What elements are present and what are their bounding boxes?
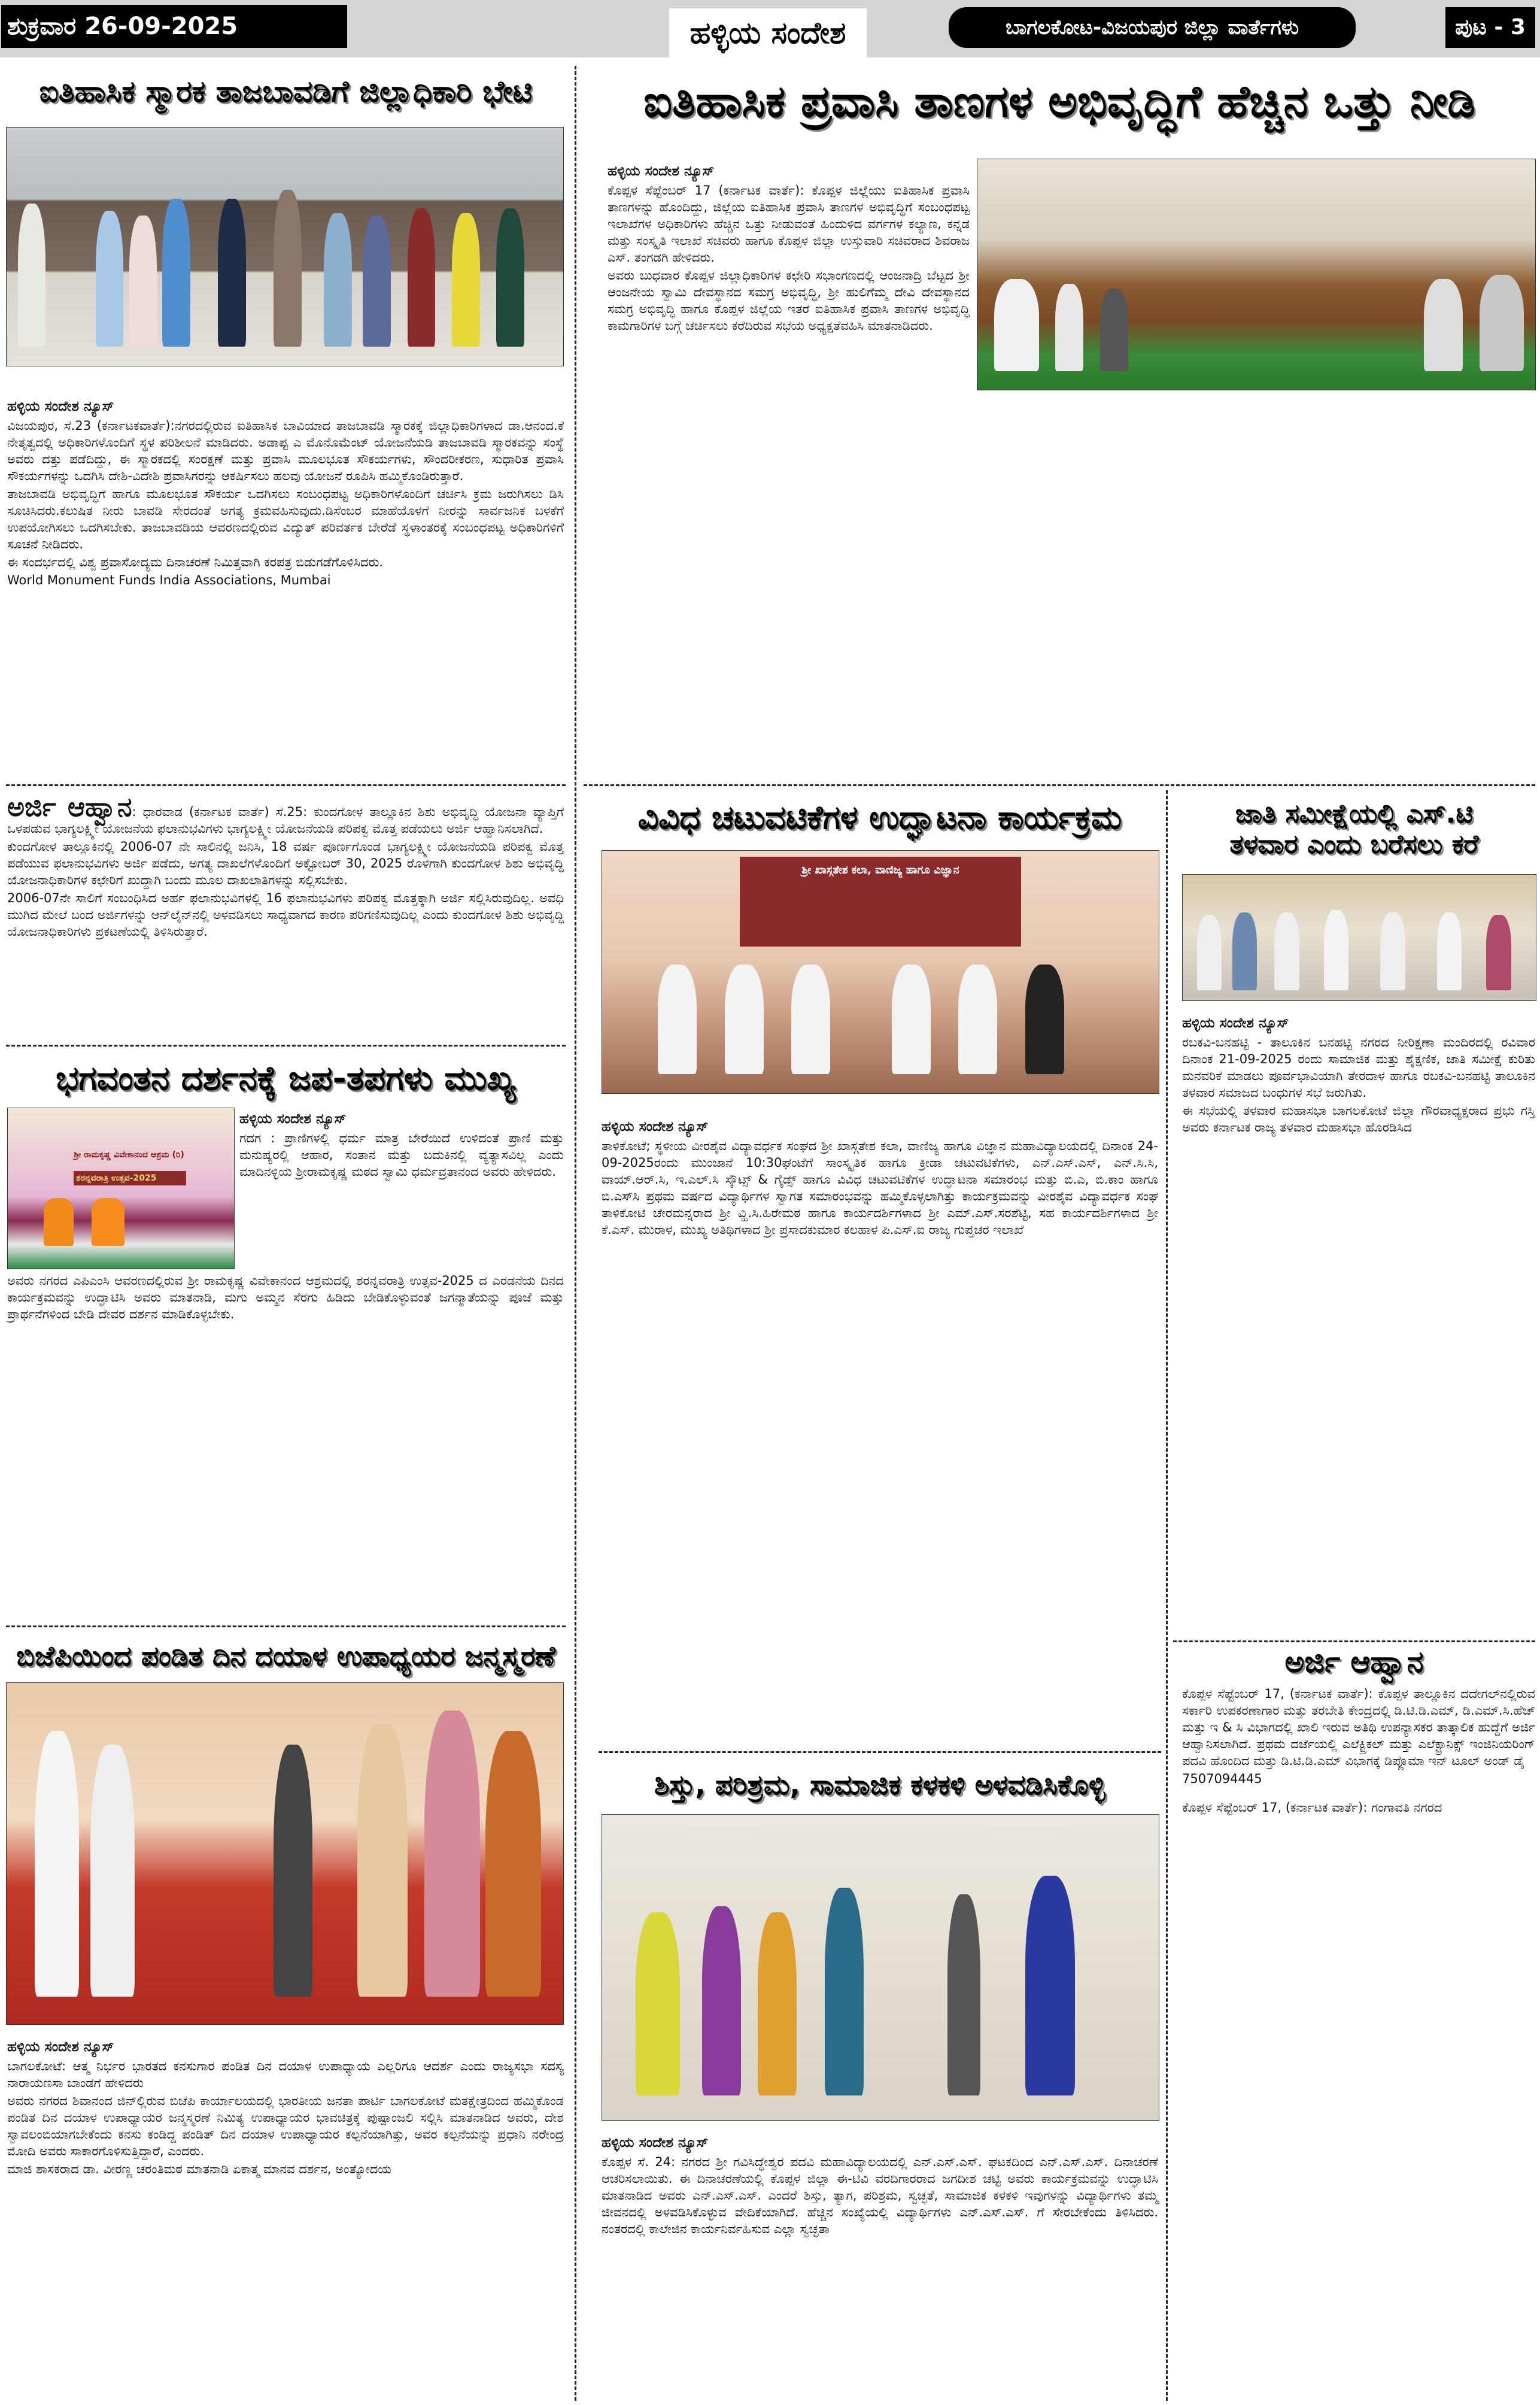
page-number: ಪುಟ - 3	[1445, 7, 1535, 48]
headline-arji-right: ಅರ್ಜಿ ಆಹ್ವಾನ	[1284, 1645, 1424, 1679]
headline-tajbawdi: ಐತಿಹಾಸಿಕ ಸ್ಮಾರಕ ತಾಜಬಾವಡಿಗೆ ಜಿಲ್ಲಾಧಿಕಾರಿ ಭೇಟಿ	[39, 74, 533, 109]
photo-college-stage	[602, 850, 1159, 1094]
article-college-body: ಹಳ್ಳಿಯ ಸಂದೇಶ ನ್ಯೂಸ್ ತಾಳಿಕೋಟೆ; ಸ್ಥಳೀಯ ವೀರಶೈವ ವಿದ್ಯಾವರ್ಧಕ ಸಂಘದ ಶ್ರೀ ಖಾಸ್ಗತೇಶ ಕಲಾ, ವಾಣಿಜ್ಯ ಹಾಗೂ ವಿಜ್ಞಾನ ಮಹಾವಿದ್ಯಾಲಯದಲ್ಲಿ ದಿನಾಂಕ 24-09-2025ರಂದು ಮುಂಜಾನೆ 10:30ಘಂಟೆಗೆ ಸಾಂಸ್ಕೃತಿಕ ಹಾಗೂ ಕ್ರೀಡಾ ಚಟುವಟಿಕೆಗಳು, ಎನ್.ಎಸ್.ಎಸ್, ಎನ್.ಸಿ.ಸಿ, ವಾಯ್.ಆರ್.ಸಿ, ಇ.ಎಲ್.ಸಿ ಸ್ಕೌಟ್ಸ್ & ಗೈಡ್ಸ್ ಹಾಗೂ ವಿವಿಧ ಚಟುವಟಿಕೆಗಳ ಉದ್ಘಾಟನಾ ಸಮಾರಂಭ ಮತ್ತು ಬಿ.ಎ, ಬಿ.ಕಾಂ ಹಾಗೂ ಬಿ.ಎಸ್‌ಸಿ ಪ್ರಥಮ ವರ್ಷದ ವಿದ್ಯಾರ್ಥಿಗಳ ಸ್ವಾಗತ ಸಮಾರಂಭವನ್ನು ಹಮ್ಮಿಕೊಳ್ಳಲಾಗಿತ್ತು ಕಾರ್ಯಕ್ರಮವನ್ನು ವೀರಶೈವ ವಿದ್ಯಾವರ್ಧಕ ಸಂಘ ತಾಳಿಕೋಟಿ ಚೇರಮನ್ನರಾದ ಶ್ರೀ ವ್ಹಿ.ಸಿ.ಹಿರೇಮಠ ಹಾಗೂ ಕಾರ್ಯದರ್ಶಿಗಳಾದ ಶ್ರೀ ಎಮ್.ಎಸ್.ಸರಶೆಟ್ಟಿ, ಸಹ ಕಾರ್ಯದರ್ಶಿಗಳಾದ ಶ್ರೀ ಕೆ.ಎಸ್. ಮುರಾಳ, ಮುಖ್ಯ ಅತಿಥಿಗಳಾದ ಶ್ರೀ ಪ್ರಸಾದಕುಮಾರ ಕಲಹಾಳ ಪಿ.ಎಸ್.ಐ ರಾಜ್ಯ ಗುಪ್ತಚರ ಇಲಾಖೆ	[602, 1119, 1158, 1237]
section-divider	[1173, 1640, 1535, 1642]
byline: ಹಳ್ಳಿಯ ಸಂದೇಶ ನ್ಯೂಸ್	[7, 399, 114, 414]
article-tourism-body: ಹಳ್ಳಿಯ ಸಂದೇಶ ನ್ಯೂಸ್ ಕೊಪ್ಪಳ ಸೆಪ್ಟೆಂಬರ್ 17 (ಕರ್ನಾಟಕ ವಾರ್ತೆ): ಕೊಪ್ಪಳ ಜಿಲ್ಲೆಯು ಐತಿಹಾಸಿಕ ಪ್ರವಾಸಿ ತಾಣಗಳನ್ನು ಹೊಂದಿದ್ದು, ಜಿಲ್ಲೆಯ ಐತಿಹಾಸಿಕ ಪ್ರವಾಸಿ ತಾಣಗಳ ಅಭಿವೃದ್ಧಿಗೆ ಸಂಬಂಧಪಟ್ಟ ಇಲಾಖೆಗಳ ಅಧಿಕಾರಿಗಳು ಹೆಚ್ಚಿನ ಒತ್ತು ನೀಡುವಂತೆ ಹಿಂದುಳಿದ ವರ್ಗಗಳ ಕಲ್ಯಾಣ, ಕನ್ನಡ ಮತ್ತು ಸಂಸ್ಕೃತಿ ಇಲಾಖೆ ಸಚಿವರು ಹಾಗೂ ಕೊಪ್ಪಳ ಜಿಲ್ಲಾ ಉಸ್ತುವಾರಿ ಸಚಿವರಾದ ಶಿವರಾಜ ಎಸ್. ತಂಗಡಗಿ ಹೇಳಿದರು. ಅವರು ಬುಧವಾರ ಕೊಪ್ಪಳ ಜಿಲ್ಲಾಧಿಕಾರಿಗಳ ಕಛೇರಿ ಸಭಾಂಗಣದಲ್ಲಿ ಆಂಜನಾದ್ರಿ ಬೆಟ್ಟದ ಶ್ರೀ ಆಂಜನೇಯ ಸ್ವಾಮಿ ದೇವಸ್ಥಾನದ ಸಮಗ್ರ ಅಭಿವೃದ್ಧಿ, ಶ್ರೀ ಹುಲಿಗೆಮ್ಮ ದೇವಿ ದೇವಸ್ಥಾನದ ಸಮಗ್ರ ಅಭಿವೃದ್ಧಿ ಹಾಗೂ ಕೊಪ್ಪಳ ಜಿಲ್ಲೆಯ ಇತರೆ ಐತಿಹಾಸಿಕ ಪ್ರವಾಸಿ ತಾಣಗಳ ಅಭಿವೃದ್ಧಿ ಕಾಮಗಾರಿಗಳ ಬಗ್ಗೆ ಚರ್ಚಿಸಲು ಕರೆದಿರುವ ಸಭೆಯ ಅಧ್ಯಕ್ಷತೆವಹಿಸಿ ಮಾತನಾಡಿದರು.	[608, 163, 970, 333]
section-divider	[584, 784, 1535, 786]
article-bhagavanta-body-cont: ಅವರು ನಗರದ ಎಪಿಎಂಸಿ ಆವರಣದಲ್ಲಿರುವ ಶ್ರೀ ರಾಮಕೃಷ್ಣ ವಿವೇಕಾನಂದ ಆಶ್ರಮದಲ್ಲಿ ಶರನ್ನವರಾತ್ರಿ ಉತ್ಸವ-2025 ದ ಎರಡನೆಯ ದಿನದ ಕಾರ್ಯಕ್ರಮವನ್ನು ಉದ್ಘಾಟಿಸಿ ಅವರು ಮಾತನಾಡಿ, ಮಗು ಅಮ್ಮನ ಸೆರಗು ಹಿಡಿದು ಬೇಡಿಕೊಳ್ಳುವಂತೆ ಜಗನ್ಮಾತೆಯನ್ನು ಪೂಜೆ ಮತ್ತು ಪ್ರಾರ್ಥನೆಗಳಿಂದ ಬೇಡಿ ದೇವರ ದರ್ಶನ ಮಾಡಿಕೊಳ್ಳಬೇಕು.	[7, 1273, 564, 1321]
section-divider	[599, 1751, 1161, 1753]
photo-meeting-hall	[977, 159, 1536, 390]
section-divider	[6, 1625, 566, 1627]
headline-bjp: ಬಿಜೆಪಿಯಿಂದ ಪಂಡಿತ ದಿನ ದಯಾಳ ಉಪಾಧ್ಯಯರ ಜನ್ಮಸ್ಮರಣೆ	[16, 1640, 555, 1672]
article-tajbawdi-body: ಹಳ್ಳಿಯ ಸಂದೇಶ ನ್ಯೂಸ್ ವಿಜಯಪುರ, ಸೆ.23 (ಕರ್ನಾಟಕವಾರ್ತೆ):ನಗರದಲ್ಲಿರುವ ಐತಿಹಾಸಿಕ ಬಾವಿಯಾದ ತಾಜಬಾವಡಿ ಸ್ಮಾರಕಕ್ಕೆ ಜಿಲ್ಲಾಧಿಕಾರಿಗಳಾದ ಡಾ.ಆನಂದ.ಕೆ ನೇತೃತ್ವದಲ್ಲಿ ಅಧಿಕಾರಿಗಳೊಂದಿಗೆ ಸ್ಥಳ ಪರಿಶೀಲನೆ ಮಾಡಿದರು. ಅಡಾಪ್ಟ ಎ ಮೊನೊಮೆಂಟ್ ಯೋಜನೆಯಡಿ ತಾಜಬಾವಡಿ ಸ್ಮಾರಕವನ್ನು ಸಂಸ್ಥೆ ಅವರು ದತ್ತು ಪಡೆದಿದ್ದು, ಈ ಸ್ಮಾರಕದಲ್ಲಿ ಸಂರಕ್ಷಣೆ ಮತ್ತು ಪ್ರವಾಸಿ ಮೂಲಭೂತ ಸೌಕರ್ಯಗಳು, ಸೌಂದರೀಕರಣ, ಸುಧಾರಿತ ಪ್ರವಾಸಿ ಸೌಕರ್ಯಗಳನ್ನು ಒದಗಿಸಿ ದೇಶಿ-ವಿದೇಶಿ ಪ್ರವಾಸಿಗರನ್ನು ಆಕರ್ಷಿಸಲು ಹಲವು ಯೋಜನೆ ರೂಪಿಸಿ ಹಮ್ಮಿಕೊಂಡಿರುತ್ತಾರೆ. ತಾಜಬಾವಡಿ ಅಭಿವೃದ್ಧಿಗೆ ಹಾಗೂ ಮೂಲಭೂತ ಸೌಕರ್ಯ ಒದಗಿಸಲು ಸಂಬಂಧಪಟ್ಟ ಅಧಿಕಾರಿಗಳೊಂದಿಗೆ ಚರ್ಚಿಸಿ ಕ್ರಮ ಜರುಗಿಸಲು ಡಿಸಿ ಸೂಚಿಸಿದರು.ಕಲುಷಿತ ನೀರು ಬಾವಡಿ ಸೇರದಂತೆ ಅಗತ್ಯ ಕ್ರಮವಹಿಸುವುದು.ಡಿಸೆಂಬರ ಮಾಹೆಯೊಳಗೆ ನೀರನ್ನು ಸಾರ್ವಜನಿಕ ಬಳಕೆಗೆ ಉಪಯೋಗಿಸಲು ಒದಗಿಸಬೇಕು. ತಾಜಬಾವಡಿಯ ಆವರಣದಲ್ಲಿರುವ ವಿದ್ಯುತ್ ಪರಿವರ್ತಕ ಬೇರೆಡೆ ಸ್ಥಳಾಂತರಕ್ಕೆ ಸಂಬಂಧಪಟ್ಟ ಅಧಿಕಾರಿಗಳಿಗೆ ಸೂಚನೆ ನೀಡಿದರು. ಈ ಸಂದರ್ಭದಲ್ಲಿ ವಿಶ್ವ ಪ್ರವಾಸೋದ್ಯಮ ದಿನಾಚರಣೆ ನಿಮಿತ್ತವಾಗಿ ಕರಪತ್ರ ಬಿಡುಗಡೆಗೊಳಿಸಿದರು. World Monument Funds India Associations, Mumbai	[7, 399, 564, 587]
masthead	[0, 0, 1540, 57]
headline-tourism: ಐತಿಹಾಸಿಕ ಪ್ರವಾಸಿ ತಾಣಗಳ ಅಭಿವೃದ್ಧಿಗೆ ಹೆಚ್ಚಿನ ಒತ್ತು ನೀಡಿ	[643, 76, 1475, 128]
banner-text: ಶ್ರೀ ಖಾಸ್ಗತೇಶ ಕಲಾ, ವಾಣಿಜ್ಯ ಹಾಗೂ ವಿಜ್ಞಾನ	[740, 857, 1021, 947]
article-caste-body: ಹಳ್ಳಿಯ ಸಂದೇಶ ನ್ಯೂಸ್ ರಬಕವಿ-ಬನಹಟ್ಟಿ - ತಾಲೂಕಿನ ಬನಹಟ್ಟಿ ನಗರದ ನೀರಿಕ್ಷಣಾ ಮಂದಿರದಲ್ಲಿ ರವಿವಾರ ದಿನಾಂಕ 21-09-2025 ರಂದು ಸಾಮಾಜಿಕ ಮತ್ತು ಶೈಕ್ಷಣಿಕ, ಜಾತಿ ಸಮೀಕ್ಷೆ ಕುರಿತು ಮನವರಿಕೆ ಮಾಡಲು ಪೂರ್ವಭಾವಿಯಾಗಿ ತೇರದಾಳ ಹಾಗೂ ರಬಕವಿ-ಬನಹಟ್ಟಿ ತಾಲೂಕಿನ ತಳವಾರ ಸಮಾಜದ ಬಂಧುಗಳ ಸಭೆ ಜರುಗಿತು. ಈ ಸಭೆಯಲ್ಲಿ ತಳವಾರ ಮಹಾಸಭಾ ಬಾಗಲಕೋಟೆ ಜಿಲ್ಲಾ ಗೌರವಾಧ್ಯಕ್ಷರಾದ ಪ್ರಭು ಗಸ್ತಿ ಅವರು ಕರ್ನಾಟಕ ರಾಜ್ಯ ತಳವಾರ ಮಹಾಸಭಾ ಹೊರಡಿಸಿದ	[1182, 1015, 1535, 1135]
banner-text: ಶ್ರೀ ರಾಮಕೃಷ್ಣ ವಿವೇಕಾನಂದ ಆಶ್ರಮ (ರಿ)	[74, 1150, 184, 1160]
section-divider	[6, 784, 566, 786]
photo-tajbawdi-visit	[6, 127, 564, 366]
headline-caste: ಜಾತಿ ಸಮೀಕ್ಷೆಯಲ್ಲಿ ಎಸ್.ಟಿ ತಳವಾರ ಎಂದು ಬರೆಸಲು ಕರೆ	[1229, 799, 1479, 860]
date-box: ಶುಕ್ರವಾರ 26-09-2025	[1, 5, 347, 48]
article-bjp-body: ಹಳ್ಳಿಯ ಸಂದೇಶ ನ್ಯೂಸ್ ಬಾಗಲಕೋಟೆ: ಆತ್ಮ ನಿರ್ಭರ ಭಾರತದ ಕನಸುಗಾರ ಪಂಡಿತ ದಿನ ದಯಾಳ ಉಪಾಧ್ಯಾಯ ಎಲ್ಲರಿಗೂ ಆದರ್ಶ ಎಂದು ರಾಜ್ಯಸಭಾ ಸದಸ್ಯ ನಾರಾಯಣಸಾ ಬಾಂಡಗೆ ಹೇಳಿದರು ಅವರು ನಗರದ ಶಿವಾನಂದ ಜಿನ್‌ಲ್ಲಿರುವ ಬಿಜೆಪಿ ಕಾರ್ಯಾಲಯದಲ್ಲಿ ಭಾರತೀಯ ಜನತಾ ಪಾರ್ಟಿ ಬಾಗಲಕೋಟೆ ಮತಕ್ಷೇತ್ರದಿಂದ ಹಮ್ಮಿಕೊಂಡ ಪಂಡಿತ ದಿನ ದಯಾಳ ಉಪಾಧ್ಯಾಯರ ಜನ್ಮಸ್ಮರಣೆ ನಿಮಿತ್ಯ ಉಪಾಧ್ಯಾಯರ ಭಾವಚಿತ್ರಕ್ಕೆ ಪುಷ್ಪಾಂಜಲಿ ಸಲ್ಲಿಸಿ ಮಾತನಾಡಿದ ಅವರು, ದೇಶ ಸ್ವಾವಲಂಬಿಯಾಗಬೇಕೆಂದು ಕನಸು ಕಂಡಿದ್ದ ಪಂಡಿತ್ ದಿನ ದಯಾಳ ಉಪಾಧ್ಯಾಯರ ಕಲ್ಪನೆಯಾಗಿತ್ತು, ಅವರ ಕಲ್ಪನೆಯನ್ನು ಪ್ರಧಾನಿ ನರೇಂದ್ರ ಮೋದಿ ಅವರು ಸಾಕಾರಗೊಳಿಸುತ್ತಿದ್ದಾರೆ, ಎಂದರು. ಮಾಜಿ ಶಾಸಕರಾದ ಡಾ. ವೀರಣ್ಣ ಚರಂತಿಮಠ ಮಾತನಾಡಿ ಏಕಾತ್ಮ ಮಾನವ ದರ್ಶನ, ಅಂತ್ಯೋದಯ	[7, 2039, 564, 2176]
column-divider	[1166, 790, 1168, 2401]
photo-talawar-meeting	[1182, 874, 1536, 1001]
article-nss-body: ಹಳ್ಳಿಯ ಸಂದೇಶ ನ್ಯೂಸ್ ಕೊಪ್ಪಳ ಸೆ. 24: ನಗರದ ಶ್ರೀ ಗವಿಸಿದ್ಧೇಶ್ವರ ಪದವಿ ಮಹಾವಿದ್ಯಾಲಯದಲ್ಲಿ ಎನ್.ಎಸ್.ಎಸ್. ಘಟಕದಿಂದ ಎನ್.ಎಸ್.ಎಸ್. ದಿನಾಚರಣೆ ಆಚರಿಸಲಾಯಿತು. ಈ ದಿನಾಚರಣೆಯಲ್ಲಿ ಕೊಪ್ಪಳ ಜಿಲ್ಲಾ ಈ-ಟಿವಿ ವರದಿಗಾರರಾದ ಜಗದೀಶ ಚಟ್ಟಿ ಅವರು ಕಾರ್ಯಕ್ರಮವನ್ನು ಉದ್ಘಾಟಿಸಿ ಮಾತನಾಡಿದ ಅವರು ಎನ್.ಎಸ್.ಎಸ್. ಎಂದರೆ ಶಿಸ್ತು, ತ್ಯಾಗ, ಪರಿಶ್ರಮ, ಸ್ವಚ್ಛತೆ, ಸಾಮಾಜಿಕ ಕಳಕಳಿ ಇವುಗಳನ್ನು ವಿದ್ಯಾರ್ಥಿಗಳು ತಮ್ಮ ಜೀವನದಲ್ಲಿ ಅಳವಡಿಸಿಕೊಳ್ಳುವ ವೇದಿಕೆಯಾಗಿದೆ. ಹೆಚ್ಚಿನ ಸಂಖ್ಯೆಯಲ್ಲಿ ವಿದ್ಯಾರ್ಥಿಗಳು ಎನ್.ಎಸ್.ಎಸ್. ಗೆ ಸೇರಬೇಕೆಂದು ತಿಳಿಸಿದರು. ನಂತರದಲ್ಲಿ ಕಾಲೇಜಿನ ಕಾರ್ಯನಿರ್ವಹಿಸುವ ಎಲ್ಲಾ ಸ್ವಚ್ಛತಾ	[602, 2135, 1158, 2236]
article-arji-right-body: ಕೊಪ್ಪಳ ಸೆಪ್ಟೆಂಬರ್ 17, (ಕರ್ನಾಟಕ ವಾರ್ತೆ): ಕೊಪ್ಪಳ ತಾಲ್ಲೂಕಿನ ದದೇಗಲ್‌ನಲ್ಲಿರುವ ಸರ್ಕಾರಿ ಉಪಕರಣಾಗಾರ ಮತ್ತು ತರಬೇತಿ ಕೇಂದ್ರದಲ್ಲಿ ಡಿ.ಟಿ.ಡಿ.ಎಮ್, ಡಿ.ಎಮ್.ಸಿ.ಹೆಚ್ ಮತ್ತು ಇ & ಸಿ ವಿಭಾಗದಲ್ಲಿ ಖಾಲಿ ಇರುವ ಅತಿಥಿ ಉಪನ್ಯಾಸಕರ ತಾತ್ಕಾಲಿಕ ಹುದ್ದೆಗೆ ಅರ್ಜಿ ಆಹ್ವಾನಿಸಲಾಗಿದೆ. ಪ್ರಥಮ ದರ್ಜೆಯಲ್ಲಿ ಎಲೆಕ್ಟ್ರಿಕಲ್ ಮತ್ತು ಎಲೆಕ್ಟ್ರಾನಿಕ್ಸ್ ಇಂಜಿನಿಯರಿಂಗ್ ಪದವಿ ಹೊಂದಿದ ಮತ್ತು ಡಿ.ಟಿ.ಡಿ.ಎಮ್ ವಿಭಾಗಕ್ಕೆ ಡಿಪ್ಲೊಮಾ ಇನ್ ಟೂಲ್ ಅಂಡ್ ಡೈ 7507094445 ಕೊಪ್ಪಳ ಸೆಪ್ಟೆಂಬರ್ 17, (ಕರ್ನಾಟಕ ವಾರ್ತೆ): ಗಂಗಾವತಿ ನಗರದ	[1182, 1687, 1535, 1815]
article-bhagavanta-body: ಹಳ್ಳಿಯ ಸಂದೇಶ ನ್ಯೂಸ್ ಗದಗ : ಪ್ರಾಣಿಗಳಲ್ಲಿ ಧರ್ಮ ಮಾತ್ರ ಬೇರೆಯಿದೆ ಉಳಿದಂತೆ ಪ್ರಾಣಿ ಮತ್ತು ಮನುಷ್ಯರಲ್ಲಿ ಆಹಾರ, ಸಂತಾನ ಮತ್ತು ಬದುಕಿನಲ್ಲಿ ವ್ಯತ್ಯಾಸವಿಲ್ಲ ಎಂದು ಮಾದಿನಳ್ಳಿಯ ಶ್ರೀರಾಮಕೃಷ್ಣ ಮಠದ ಸ್ವಾಮಿ ಧರ್ಮವ್ರತಾನಂದ ಅವರು ಹೇಳಿದರು.	[239, 1111, 564, 1179]
photo-ashram-event	[7, 1108, 235, 1269]
section-title: ಬಾಗಲಕೋಟ-ವಿಜಯಪುರ ಜಿಲ್ಲಾ ವಾರ್ತೆಗಳು	[949, 7, 1356, 48]
newspaper-logo: ಹಳ್ಳಿಯ ಸಂದೇಶ	[669, 8, 867, 57]
headline-nss: ಶಿಸ್ತು, ಪರಿಶ್ರಮ, ಸಾಮಾಜಿಕ ಕಳಕಳಿ ಅಳವಡಿಸಿಕೊಳ್ಳಿ	[654, 1769, 1105, 1801]
photo-nss-day	[602, 1814, 1159, 2121]
article-arji-left: ಅರ್ಜಿ ಆಹ್ವಾನ: ಧಾರವಾಡ (ಕರ್ನಾಟಕ ವಾರ್ತೆ) ಸೆ.25: ಕುಂದಗೋಳ ತಾಲ್ಲೂಕಿನ ಶಿಶು ಅಭಿವೃದ್ಧಿ ಯೋಜನಾ ವ್ಯಾಪ್ತಿಗೆ ಒಳಪಡುವ ಭಾಗ್ಯಲಕ್ಷ್ಮೀ ಯೋಜನೆಯ ಫಲಾನುಭವಿಗಳು ಭಾಗ್ಯಲಕ್ಷ್ಮೀ ಯೋಜನೆಯಡಿ ಪರಿಪಕ್ವ ಮೊತ್ತ ಪಡೆಯಲು ಅರ್ಜಿ ಆಹ್ವಾನಿಸಲಾಗಿದೆ. ಕುಂದಗೋಳ ತಾಲ್ಲೂಕಿನಲ್ಲಿ 2006-07 ನೇ ಸಾಲಿನಲ್ಲಿ ಜನಿಸಿ, 18 ವರ್ಷ ಪೂರ್ಣಗೊಂಡ ಭಾಗ್ಯಲಕ್ಷ್ಮೀ ಯೋಜನೆಯಡಿ ಪರಿಪಕ್ವ ಮೊತ್ತ ಪಡೆಯುವ ಫಲಾನುಭವಿಗಳು ಅರ್ಜಿ ಪಡೆದು, ಅಗತ್ಯ ದಾಖಲೆಗಳೊಂದಿಗೆ ಅಕ್ಟೋಬರ್ 30, 2025 ರೊಳಗಾಗಿ ಕುಂದಗೋಳ ಶಿಶು ಅಭಿವೃದ್ಧಿ ಯೋಜನಾಧಿಕಾರಿಗಳ ಕಛೇರಿಗೆ ಖುದ್ದಾಗಿ ಬಂದು ಮೂಲ ದಾಖಲಾತಿಗಳನ್ನು ಸಲ್ಲಿಸಬೇಕು. 2006-07ನೇ ಸಾಲಿಗೆ ಸಂಬಂಧಿಸಿದ ಅರ್ಹ ಫಲಾನುಭವಿಗಳಲ್ಲಿ 16 ಫಲಾನುಭವಿಗಳು ಪರಿಪಕ್ವ ಮೊತ್ತಕ್ಕಾಗಿ ಅರ್ಜಿ ಸಲ್ಲಿಸಿರುವುದಿಲ್ಲ. ಅವಧಿ ಮುಗಿದ ಮೇಲೆ ಬಂದ ಅರ್ಜಿಗಳನ್ನು ಆನ್‌ಲೈನ್‌ನಲ್ಲಿ ಅಳವಡಿಸಲು ಸಾಧ್ಯವಾಗದ ಕಾರಣ ಪರಿಗಣಿಸುವುದಿಲ್ಲ ಎಂದು ಕುಂದಗೋಳ ಶಿಶು ಅಭಿವೃದ್ಧಿ ಯೋಜನಾಧಿಕಾರಿಗಳು ಪ್ರಕಟಣೆಯಲ್ಲಿ ತಿಳಿಸಿರುತ್ತಾರೆ.	[7, 792, 564, 939]
headline-arji-left: ಅರ್ಜಿ ಆಹ್ವಾನ	[7, 792, 132, 823]
column-divider	[575, 66, 576, 2401]
photo-bjp-tribute	[6, 1682, 564, 2025]
headline-college: ವಿವಿಧ ಚಟುವಟಿಕೆಗಳ ಉದ್ಘಾಟನಾ ಕಾರ್ಯಕ್ರಮ	[637, 799, 1122, 836]
headline-bhagavanta: ಭಗವಂತನ ದರ್ಶನಕ್ಕೆ ಜಪ-ತಪಗಳು ಮುಖ್ಯ	[56, 1059, 516, 1098]
section-divider	[6, 1045, 566, 1047]
banner-text: ಶರನ್ನವರಾತ್ರಿ ಉತ್ಸವ-2025	[74, 1171, 186, 1185]
